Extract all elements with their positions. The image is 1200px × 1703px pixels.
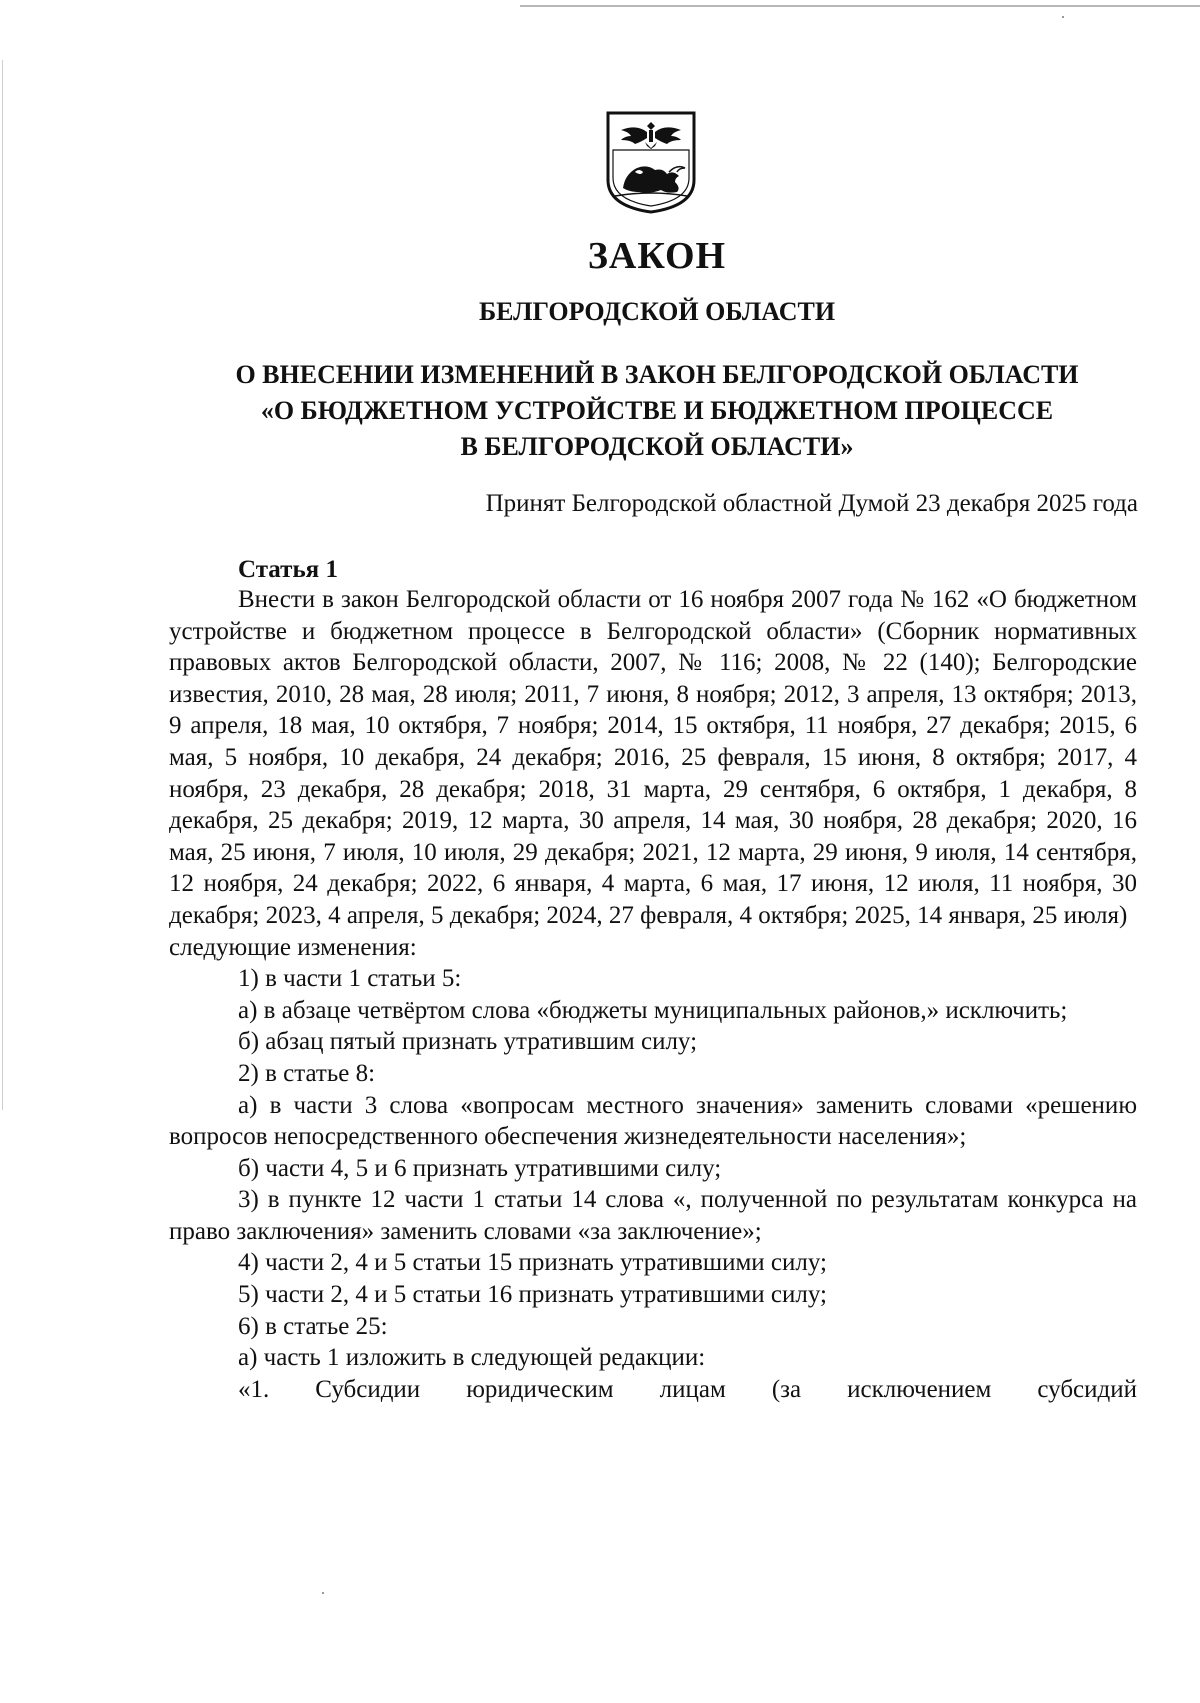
belgorod-coat-of-arms-icon [605,110,697,215]
amendment-item: «1. Субсидии юридическим лицам (за исключением субсидий [238,1375,1137,1403]
amendment-item: б) абзац пятый признать утратившим силу; [238,1028,698,1056]
amendment-item: а) в абзаце четвёртом слова «бюджеты муниципальных районов,» исключить; [238,996,1068,1024]
region-title: БЕЛГОРОДСКОЙ ОБЛАСТИ [478,297,836,326]
article-body [169,584,1137,1405]
law-subject-title [0,357,1200,465]
scan-edge-left [2,60,3,1110]
amendment-item: 4) части 2, 4 и 5 статьи 15 признать утратившими силу; [238,1249,827,1277]
subject-line: О ВНЕСЕНИИ ИЗМЕНЕНИЙ В ЗАКОН БЕЛГОРОДСКОЙ ОБЛАСТИ [235,360,1079,389]
amendment-item: 1) в части 1 статьи 5: [238,965,462,993]
amendment-item: 5) части 2, 4 и 5 статьи 16 признать утратившими силу; [238,1281,827,1309]
scan-edge-top [520,5,1200,7]
scan-speck [1062,16,1064,18]
scan-speck [322,1592,324,1594]
amendment-item: 6) в статье 25: [238,1312,388,1340]
article-heading: Статья 1 [238,556,338,583]
amendment-item: а) в части 3 слова «вопросам местного значения» заменить словами «решению вопросов непосредственного обеспечения жизнедеятельности населения»; [169,1091,1137,1151]
amendment-item: а) часть 1 изложить в следующей редакции: [238,1344,706,1372]
article-intro: Внести в закон Белгородской области от 16 ноября 2007 года № 162 «О бюджетном устройстве и бюджетном процессе в Белгородской области» (Сборник нормативных правовых актов Белгородской области, 2007, № 116; 2008, № 22 (140); Белгородские известия, 2010, 28 мая, 28 июля; 2011, 7 июня, 8 ноября; 2012, 3 апреля, 13 октября; 2013, 9 апреля, 18 мая, 10 октября, 7 ноября; 2014, 15 октября, 11 ноября, 27 декабря; 2015, 6 мая, 5 ноября, 10 декабря, 24 декабря; 2016, 25 февраля, 15 июня, 8 октября; 2017, 4 ноября, 23 декабря, 28 декабря; 2018, 31 марта, 29 сентября, 6 октября, 1 декабря, 8 декабря, 25 декабря; 2019, 12 марта, 30 апреля, 14 мая, 30 ноября, 28 декабря; 2020, 16 мая, 25 июня, 7 июля, 10 июля, 29 декабря; 2021, 12 марта, 29 июня, 9 июля, 14 сентября, 12 ноября, 24 декабря; 2022, 6 января, 4 марта, 6 мая, 17 июня, 12 июля, 11 ноября, 30 декабря; 2023, 4 апреля, 5 декабря; 2024, 27 февраля, 4 октября; 2025, 14 января, 25 июля) [169,586,1137,929]
document-type-title: ЗАКОН [587,235,727,277]
amendment-item: 3) в пункте 12 части 1 статьи 14 слова «, полученной по результатам конкурса на право заключения» заменить словами «за заключение»; [169,1186,1137,1245]
amendment-item: 2) в статье 8: [238,1059,376,1087]
article-intro-tail: следующие изменения: [169,933,417,961]
subject-line: «О БЮДЖЕТНОМ УСТРОЙСТВЕ И БЮДЖЕТНОМ ПРОЦЕССЕ [260,396,1054,425]
adoption-note: Принят Белгородской областной Думой 23 декабря 2025 года [485,490,1138,517]
subject-line: В БЕЛГОРОДСКОЙ ОБЛАСТИ» [460,432,854,461]
amendment-item: б) части 4, 5 и 6 признать утратившими силу; [238,1154,722,1182]
